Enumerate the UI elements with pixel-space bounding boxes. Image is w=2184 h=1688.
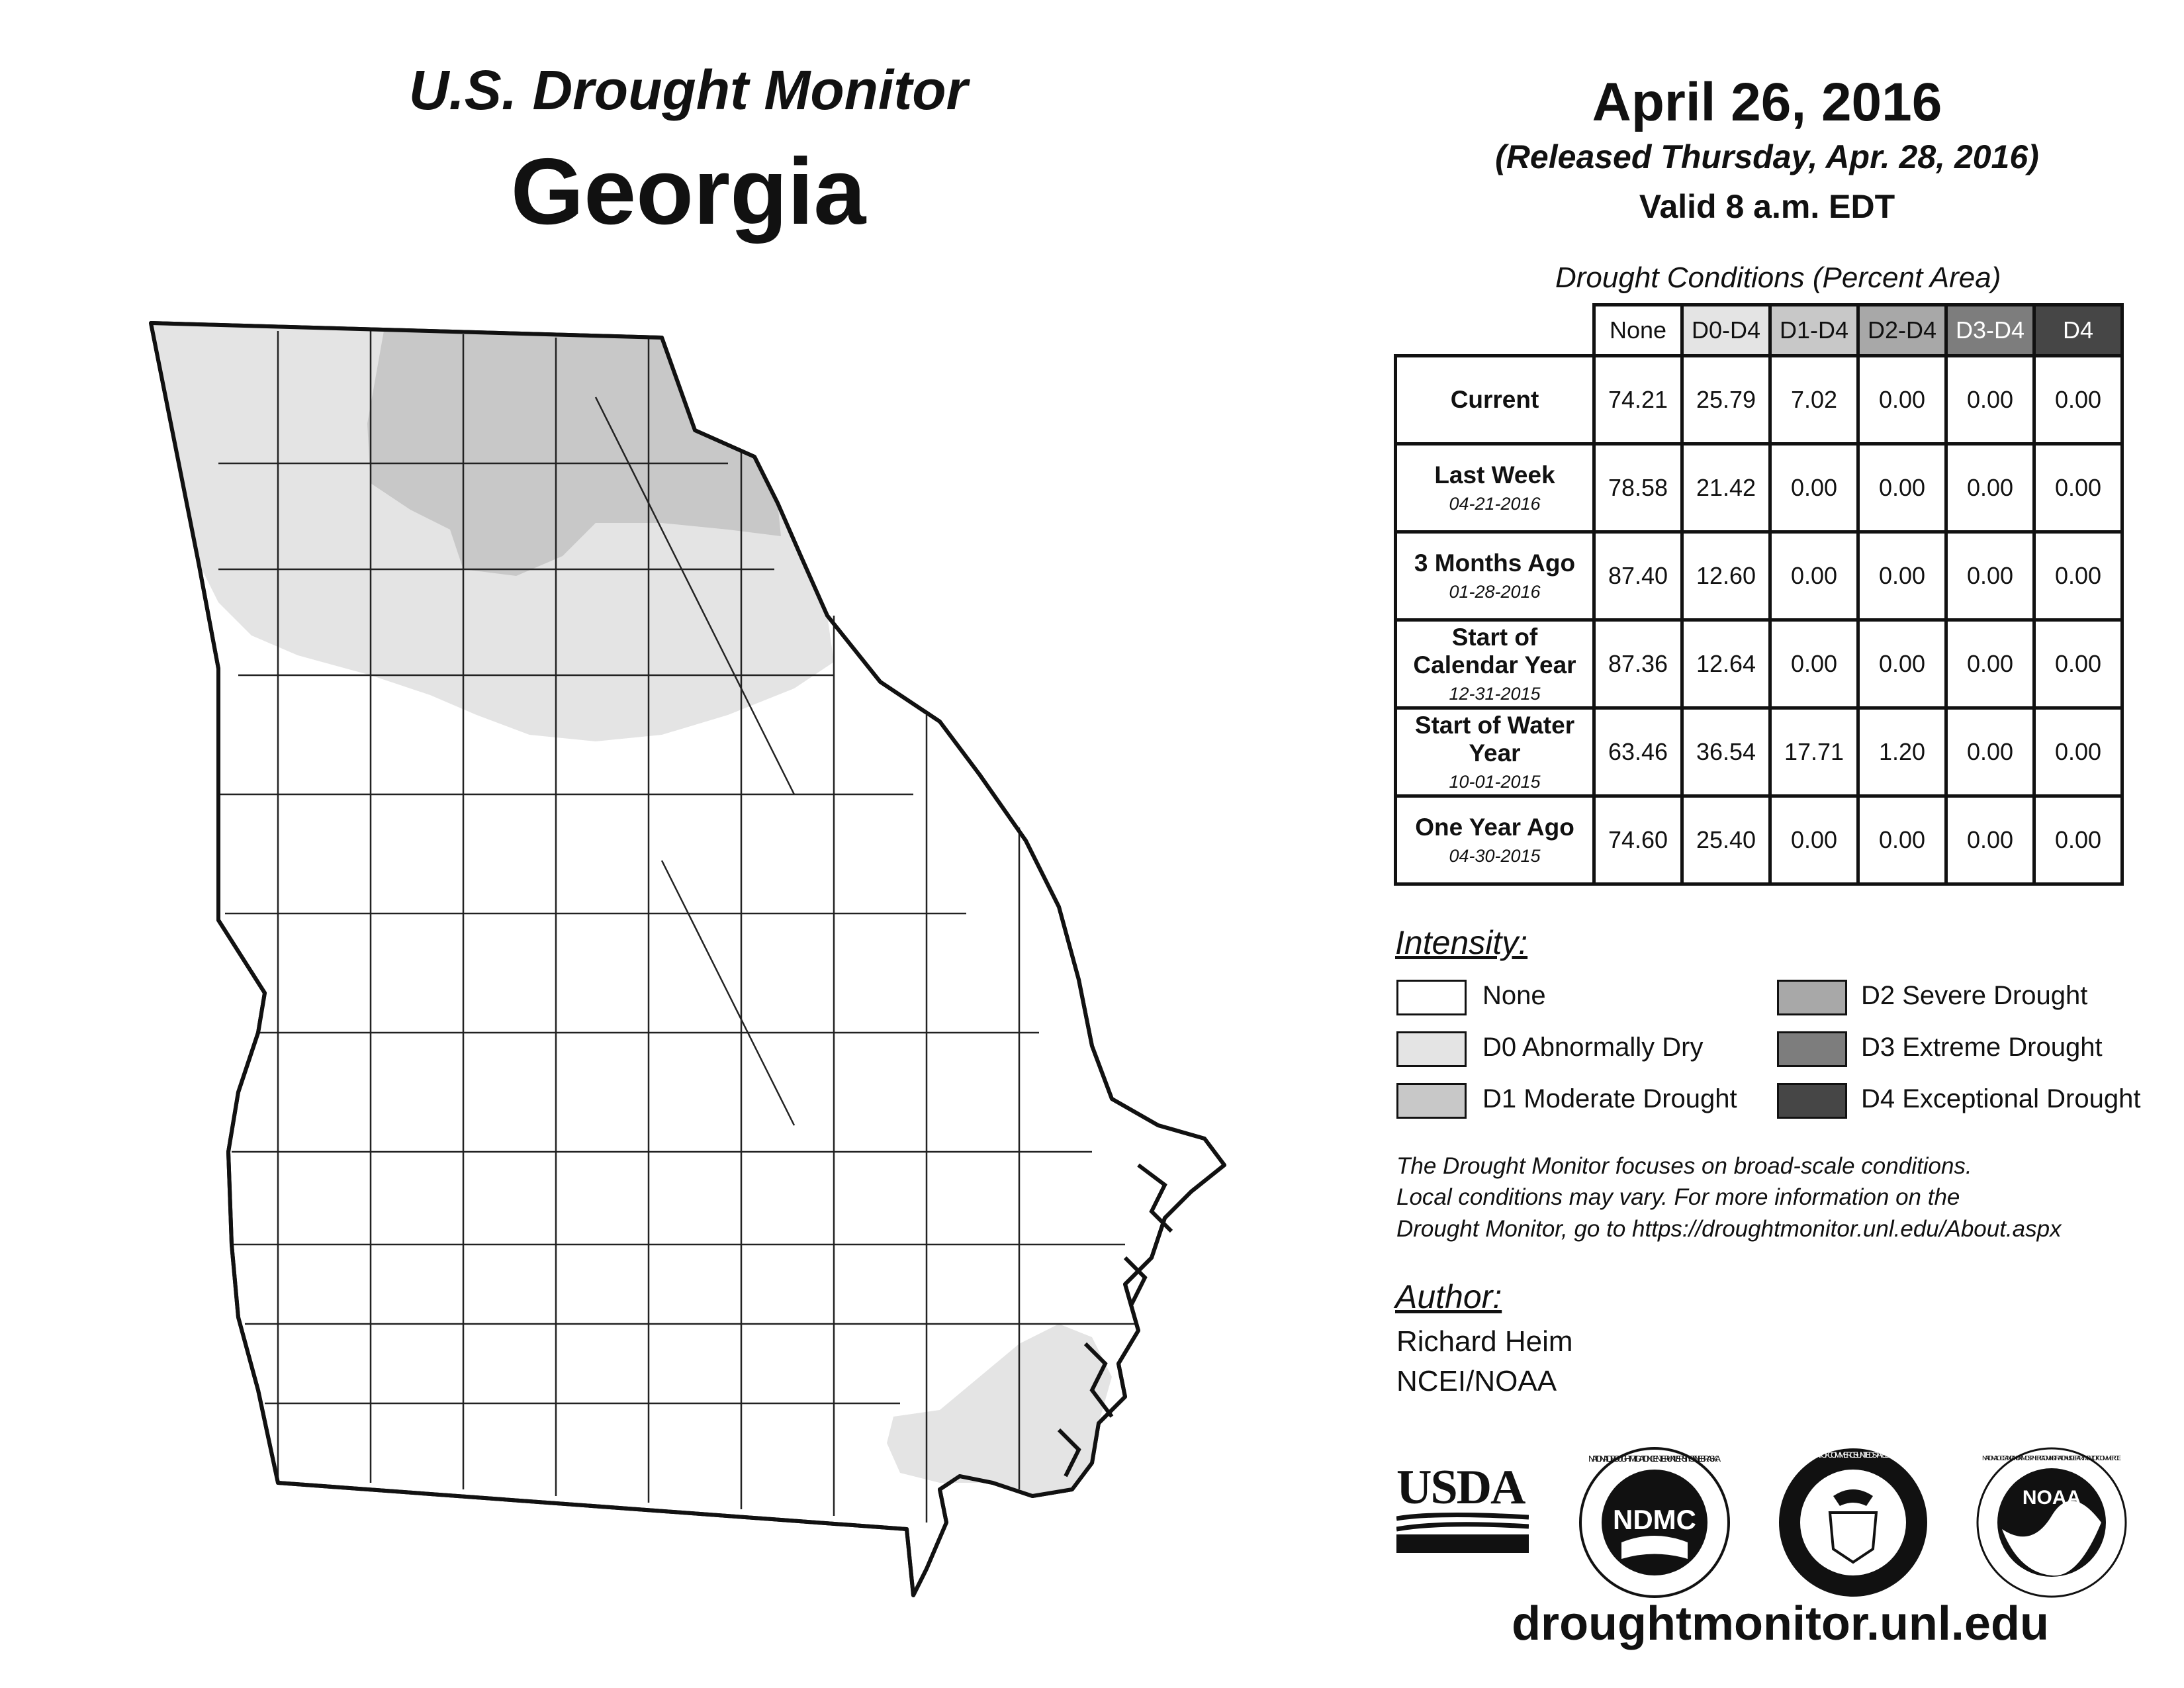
table-row <box>1396 444 2122 532</box>
row-label-text: Last Week <box>1434 461 1555 489</box>
row-label <box>1396 532 1594 620</box>
table-cell: 17.71 <box>1770 708 1858 796</box>
row-label <box>1396 796 1594 884</box>
table-cell: 0.00 <box>1770 444 1858 532</box>
drought-conditions-table <box>1394 303 2124 886</box>
note-line: The Drought Monitor focuses on broad-scale conditions. <box>1396 1153 1972 1179</box>
table-row <box>1396 620 2122 708</box>
usda-logo-stripes <box>1396 1512 1529 1558</box>
row-label-text: One Year Ago <box>1415 814 1574 841</box>
website-link[interactable]: droughtmonitor.unl.edu <box>1512 1597 2049 1650</box>
note-line: Drought Monitor, go to https://droughtmonitor.unl.edu/About.aspx <box>1396 1215 2062 1242</box>
usda-logo-text: USDA <box>1396 1460 1525 1515</box>
row-date: 04-30-2015 <box>1449 845 1541 866</box>
ndmc-logo-text: NDMC <box>1613 1504 1696 1535</box>
legend-swatch-d1 <box>1396 1083 1467 1119</box>
row-label-text: Start of Water Year <box>1414 711 1575 767</box>
legend-swatch-d4 <box>1777 1083 1847 1119</box>
author-title: Author: <box>1395 1278 1502 1315</box>
row-label-text: Start of Calendar Year <box>1413 623 1576 679</box>
table-cell: 0.00 <box>2034 356 2122 444</box>
table-cell: 0.00 <box>1946 796 2034 884</box>
table-cell: 0.00 <box>1858 796 1946 884</box>
table-cell: 0.00 <box>1858 356 1946 444</box>
table-cell: 87.36 <box>1594 620 1682 708</box>
row-label-text: Current <box>1450 385 1539 413</box>
noaa-logo <box>1972 1443 2131 1602</box>
table-cell: 87.40 <box>1594 532 1682 620</box>
table-cell: 0.00 <box>2034 708 2122 796</box>
table-corner <box>1396 305 1594 356</box>
legend-label: D4 Exceptional Drought <box>1861 1084 2141 1113</box>
legend-label: D3 Extreme Drought <box>1861 1033 2103 1062</box>
table-cell: 0.00 <box>1946 620 2034 708</box>
table-cell: 12.60 <box>1682 532 1770 620</box>
legend-label: D1 Moderate Drought <box>1482 1084 1737 1113</box>
table-cell: 78.58 <box>1594 444 1682 532</box>
legend-label: D2 Severe Drought <box>1861 981 2088 1010</box>
row-date: 12-31-2015 <box>1449 684 1541 704</box>
table-cell: 1.20 <box>1858 708 1946 796</box>
legend-swatch-d2 <box>1777 980 1847 1015</box>
table-cell: 25.79 <box>1682 356 1770 444</box>
commerce-seal <box>1774 1443 1933 1602</box>
product-title: U.S. Drought Monitor <box>408 59 968 121</box>
table-cell: 63.46 <box>1594 708 1682 796</box>
row-label-text: 3 Months Ago <box>1414 549 1576 577</box>
ndmc-logo <box>1575 1443 1734 1602</box>
valid-time: Valid 8 a.m. EDT <box>1639 188 1895 225</box>
table-cell: 0.00 <box>2034 620 2122 708</box>
table-header-row <box>1396 305 2122 356</box>
commerce-ring-text: DEPARTMENT OF COMMERCE • UNITED STATES OF AMERICA <box>1790 1450 1916 1460</box>
table-caption: Drought Conditions (Percent Area) <box>1555 261 2001 294</box>
author-org: NCEI/NOAA <box>1396 1365 1557 1397</box>
table-row <box>1396 796 2122 884</box>
map-date: April 26, 2016 <box>1592 72 1942 132</box>
table-cell: 0.00 <box>1858 620 1946 708</box>
legend-title: Intensity: <box>1395 924 1528 961</box>
row-label <box>1396 444 1594 532</box>
ndmc-ring-text: NATIONAL DROUGHT MITIGATION CENTER • UNIVERSITY OF NEBRASKA <box>1588 1454 1721 1464</box>
col-header-d1-d4: D1-D4 <box>1770 305 1858 356</box>
col-header-d2-d4: D2-D4 <box>1858 305 1946 356</box>
table-cell: 0.00 <box>2034 532 2122 620</box>
table-cell: 0.00 <box>1946 532 2034 620</box>
table-cell: 0.00 <box>1946 356 2034 444</box>
row-label <box>1396 708 1594 796</box>
noaa-logo-text: NOAA <box>2022 1487 2081 1509</box>
col-header-none: None <box>1594 305 1682 356</box>
note-line: Local conditions may vary. For more information on the <box>1396 1184 1960 1211</box>
row-label <box>1396 620 1594 708</box>
table-row <box>1396 532 2122 620</box>
table-cell: 74.21 <box>1594 356 1682 444</box>
table-cell: 21.42 <box>1682 444 1770 532</box>
table-cell: 0.00 <box>1858 532 1946 620</box>
row-label <box>1396 356 1594 444</box>
col-header-d0-d4: D0-D4 <box>1682 305 1770 356</box>
table-cell: 7.02 <box>1770 356 1858 444</box>
table-row <box>1396 708 2122 796</box>
legend-label: D0 Abnormally Dry <box>1482 1033 1704 1062</box>
table-cell: 0.00 <box>1770 532 1858 620</box>
table-cell: 74.60 <box>1594 796 1682 884</box>
table-cell: 0.00 <box>1946 444 2034 532</box>
table-cell: 0.00 <box>2034 796 2122 884</box>
table-cell: 12.64 <box>1682 620 1770 708</box>
col-header-d4: D4 <box>2034 305 2122 356</box>
legend-swatch-d3 <box>1777 1031 1847 1067</box>
table-cell: 0.00 <box>1858 444 1946 532</box>
state-title: Georgia <box>510 139 866 244</box>
table-cell: 36.54 <box>1682 708 1770 796</box>
table-cell: 0.00 <box>1946 708 2034 796</box>
author-name: Richard Heim <box>1396 1325 1573 1358</box>
disclaimer-note <box>1396 1150 2177 1244</box>
row-date: 10-01-2015 <box>1449 772 1541 792</box>
release-date: (Released Thursday, Apr. 28, 2016) <box>1495 138 2039 175</box>
legend-swatch-d0 <box>1396 1031 1467 1067</box>
noaa-ring-text: NATIONAL OCEANIC AND ATMOSPHERIC ADMINISTRATION • U.S. DEPARTMENT OF COMMERCE <box>1982 1455 2121 1462</box>
row-date: 04-21-2016 <box>1449 493 1541 514</box>
col-header-d3-d4: D3-D4 <box>1946 305 2034 356</box>
table-cell: 25.40 <box>1682 796 1770 884</box>
legend-label: None <box>1482 981 1546 1010</box>
table-row <box>1396 356 2122 444</box>
row-date: 01-28-2016 <box>1449 581 1541 602</box>
table-cell: 0.00 <box>1770 620 1858 708</box>
table-cell: 0.00 <box>1770 796 1858 884</box>
usda-logo <box>1396 1460 1529 1562</box>
table-cell: 0.00 <box>2034 444 2122 532</box>
legend-swatch-none <box>1396 980 1467 1015</box>
